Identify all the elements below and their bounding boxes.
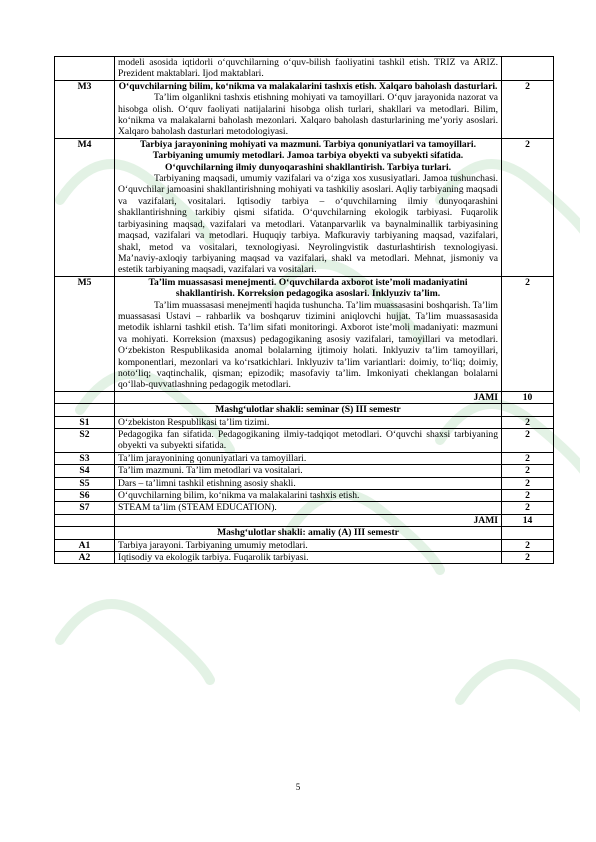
curriculum-table	[54, 56, 554, 564]
practical-hours: 2	[502, 552, 554, 564]
total-row	[55, 391, 554, 403]
module-code: M3	[55, 80, 115, 138]
practical-hours: 2	[502, 539, 554, 551]
module-hours: 2	[502, 138, 554, 276]
module-body: Ta’lim olganlikni tashxis etishning mohiyati va tamoyillari. O‘quv jarayonida nazorat va hisobga olish. O‘quv faoliyati natijalarini hisobga olish turlari, shakllari va metodlari. Bilim, ko‘nikma va malakalarni baholash mezonlari. Xalqaro baholash dasturlarining me’yoriy asoslari. Xalqaro baholash dasturlari metodologiyasi.	[118, 92, 498, 138]
seminar-hours: 2	[502, 429, 554, 453]
module-body: Tarbiyaning maqsadi, umumiy vazifalari va o‘ziga xos xususiyatlari. Jamoa tushunchasi. O‘quvchilar jamoasini shakllantirishning mohiyati va tashkiliy asoslari. Aqliy tarbiyaning maqsadi va vazifalari, vositalari. Iqtisodiy tarbiya – o‘quvchilarning ilmiy dunyoqarashini shakllantirishning tarkibiy qismi sifatida. O‘quvchilarning ekologik tarbiyasi. Fuqarolik tarbiyasining maqsad, vazifalari va metodlari. Vatanparvarlik va baynalminallik tarbiyasining maqsad, vazifalari va metodlari. Huquqiy tarbiya. Mafkuraviy tarbiyaning maqsad, vazifalari, shakl, metod va vositalari, texnologiyasi. Neyrolingvistik dasturlashtirish texnologiyasi. Ma’naviy-axloqiy tarbiyaning maqsad va vazifalari, shakl va metodlari. Mehnat, jismoniy va estetik tarbiyaning maqsadi, vazifalari va vositalari.	[118, 173, 498, 276]
hours-cell	[502, 527, 554, 539]
table-row	[55, 452, 554, 464]
topic-cell	[115, 138, 502, 276]
topic-body: modeli asosida iqtidorli o‘quvchilarning o‘quv-bilish faoliyatini tashkil etish. TRIZ va ARIZ. Prezident maktablari. Ijod maktablari.	[118, 57, 498, 80]
seminar-code: S7	[55, 502, 115, 514]
section-header-row	[55, 404, 554, 416]
total-label: JAMI	[115, 391, 502, 403]
practical-header: Mashg‘ulotlar shakli: amaliy (A) III semestr	[115, 527, 502, 539]
table-row	[55, 416, 554, 428]
seminar-header: Mashg‘ulotlar shakli: seminar (S) III semestr	[115, 404, 502, 416]
hours-cell	[502, 57, 554, 81]
module-hours: 2	[502, 80, 554, 138]
seminar-topic: O‘zbekiston Respublikasi ta’lim tizimi.	[115, 416, 502, 428]
topic-cell	[115, 80, 502, 138]
module-title: O‘quvchilarning bilim, ko‘nikma va malakalarini tashxis etish. Xalqaro baholash dasturlari.	[118, 80, 498, 92]
module-hours: 2	[502, 276, 554, 391]
table-row	[55, 539, 554, 551]
table-row	[55, 552, 554, 564]
seminar-code: S2	[55, 429, 115, 453]
module-code: M4	[55, 138, 115, 276]
seminar-code: S3	[55, 452, 115, 464]
module-title: Tarbiya jarayonining mohiyati va mazmuni. Tarbiya qonuniyatlari va tamoyillari. Tarbiyaning umumiy metodlari. Jamoa tarbiya obyekti va subyekti sifatida. O‘quvchilarning ilmiy dunyoqarashini shakllantirish. Tarbiya turlari.	[139, 138, 476, 173]
seminar-code: S4	[55, 465, 115, 477]
seminar-code: S1	[55, 416, 115, 428]
table-row	[55, 477, 554, 489]
table-row	[55, 80, 554, 138]
table-row	[55, 465, 554, 477]
page-number: 5	[295, 782, 301, 792]
table-row	[55, 502, 554, 514]
seminar-hours: 2	[502, 465, 554, 477]
code-cell	[55, 404, 115, 416]
seminar-topic: O‘quvchilarning bilim, ko‘nikma va malakalarini tashxis etish.	[115, 490, 502, 502]
code-cell	[55, 527, 115, 539]
table-row	[55, 490, 554, 502]
seminar-topic: Ta’lim jarayonining qonuniyatlari va tamoyillari.	[115, 452, 502, 464]
seminar-hours: 2	[502, 502, 554, 514]
practical-code: A1	[55, 539, 115, 551]
code-cell	[55, 514, 115, 526]
practical-topic: Tarbiya jarayoni. Tarbiyaning umumiy metodlari.	[115, 539, 502, 551]
seminar-hours: 2	[502, 416, 554, 428]
seminar-code: S5	[55, 477, 115, 489]
module-title: Ta’lim muassasasi menejmenti. O‘quvchilarda axborot iste’moli madaniyatini shakllantirish. Korreksion pedagogika asoslari. Inklyuziv ta’lim.	[148, 276, 468, 300]
code-cell	[55, 57, 115, 81]
total-row	[55, 514, 554, 526]
seminar-topic: STEAM ta’lim (STEAM EDUCATION).	[115, 502, 502, 514]
total-value: 10	[502, 391, 554, 403]
seminar-topic: Dars – ta’limni tashkil etishning asosiy shakli.	[115, 477, 502, 489]
total-value: 14	[502, 514, 554, 526]
table-row	[55, 276, 554, 391]
hours-cell	[502, 404, 554, 416]
table-row	[55, 57, 554, 81]
seminar-topic: Pedagogika fan sifatida. Pedagogikaning ilmiy-tadqiqot metodlari. O‘quvchi shaxsi tarbiyaning obyekti va subyekti sifatida.	[115, 429, 502, 453]
seminar-hours: 2	[502, 452, 554, 464]
seminar-hours: 2	[502, 490, 554, 502]
seminar-hours: 2	[502, 477, 554, 489]
total-label: JAMI	[115, 514, 502, 526]
section-header-row	[55, 527, 554, 539]
table-row	[55, 429, 554, 453]
module-body: Ta’lim muassasasi menejmenti haqida tushuncha. Ta’lim muassasasini boshqarish. Ta’lim muassasasi Ustavi – rahbarlik va boshqaruv tizimini aniqlovchi hujjat. Ta’lim muassasasida metodik ishlarni tashkil etish. Ta’lim sifati monitoringi. Axborot iste’moli madaniyati: mazmuni va mohiyati. Korreksion (maxsus) pedagogikaning asosiy vazifalari, tamoyillari va metodlari. O‘zbekiston Respublikasida anomal bolalarning ijtimoiy holati. Inklyuziv ta’lim tamoyillari, komponentlari, mezonlari va ko‘rsatkichlari. Inklyuziv ta’lim variantlari: doimiy, to‘liq; doimiy, noto‘liq; vaqtinchalik, qisman; epizodik; masofaviy ta’lim. Imkoniyati cheklangan bolalarni qo‘llab-quvvatlashning pedagogik metodlari.	[118, 299, 499, 391]
topic-cell	[115, 57, 502, 81]
code-cell	[55, 391, 115, 403]
table-row	[55, 138, 554, 276]
practical-topic: Iqtisodiy va ekologik tarbiya. Fuqarolik tarbiyasi.	[115, 552, 502, 564]
seminar-code: S6	[55, 490, 115, 502]
practical-code: A2	[55, 552, 115, 564]
module-code: M5	[55, 276, 115, 391]
seminar-topic: Ta’lim mazmuni. Ta’lim metodlari va vositalari.	[115, 465, 502, 477]
topic-cell	[115, 276, 502, 391]
